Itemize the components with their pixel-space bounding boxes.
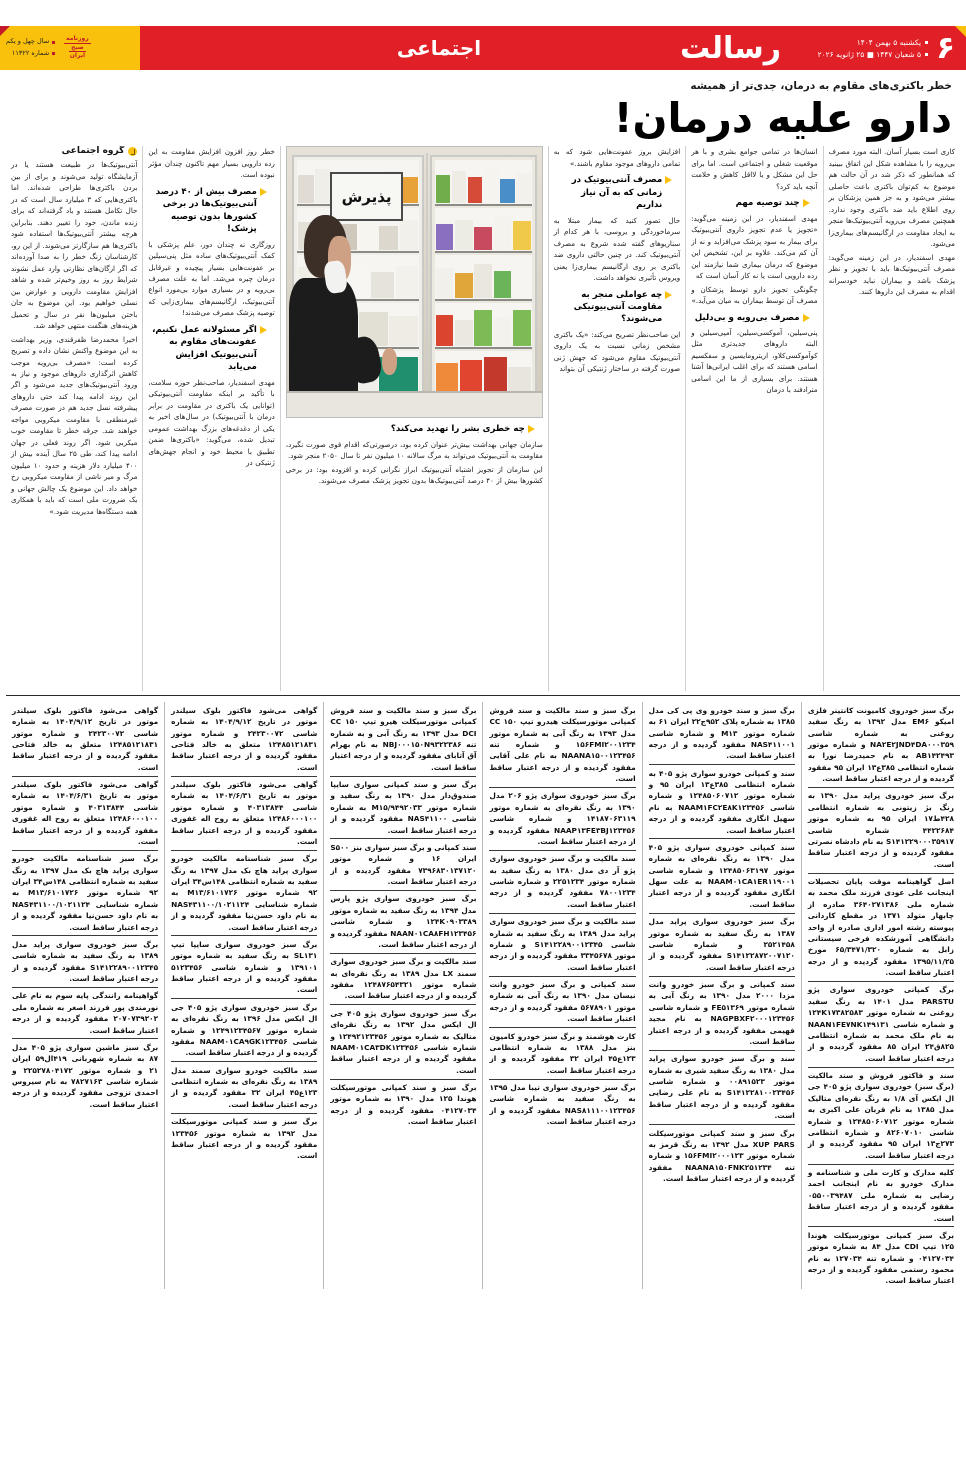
- triangle-bullet-icon: [803, 314, 818, 322]
- byline: [11, 146, 137, 156]
- subheading-text: اگر مسئولانه عمل نکنیم، عفونت‌های مقاوم به آنتی‌بیوتیک افزایش می‌یابد: [152, 324, 257, 373]
- paragraph: خطر روز افزون افزایش مقاومت به این رده دارویی بسیار مهم تاکنون چندان مؤثر نبوده است.: [148, 147, 275, 180]
- date-solar-row: [818, 38, 928, 47]
- ad-item: سند مالکیت و برگ سبز خودروی سواری پژو آر دی مدل ۱۳۸۰ به رنگ سفید به شماره موتور ۲۲۵۱۲۳۴ و شماره شاسی ۷۸۰۰۱۲۳۴ مفقود گردیده و از درجه اعتبار ساقط است.: [489, 851, 635, 914]
- paragraph: افزایش بروز عفونت‌هایی شود که به تمامی داروهای موجود مقاوم باشند.»: [553, 147, 681, 168]
- ad-item: برگ سبز خودروی سواری پژو ۲۰۶ مدل ۱۳۹۰ به رنگ نقره‌ای به شماره موتور ۱۴۱۸۷۰۶۳۱۱۹ و شماره شاسی NAAP۱۳FE۳BJ۱۲۳۴۵۶ مفقود گردیده و از درجه اعتبار ساقط است.: [489, 788, 635, 851]
- ad-item: کلیه مدارک و کارت ملی و شناسنامه و مدارک خودرو به نام اینجانب احمد رضایی به شماره ملی ۰۵۵۰۰۳۹۴۸۷ مفقود گردیده و از درجه اعتبار ساقط است.: [808, 1165, 954, 1228]
- ad-item: برگ سبز خودروی سواری پژو پارس مدل ۱۳۹۴ به رنگ سفید به شماره موتور ۱۲۴K۰۹۰۳۳۸۹ و شماره شاسی NAAN۰۱CA۸FH۱۲۳۴۵۶ مفقود گردیده و از درجه اعتبار ساقط است.: [330, 891, 476, 954]
- triangle-bullet-icon: [665, 291, 680, 299]
- ad-item: سند و کمپانی خودرو سواری پژو ۴۰۵ به شماره انتظامی ۳۸۵ع۱۳ ایران ۹۵ و شماره موتور ۱۲۴۸۵۰۶۰۷۱۲ و شماره شاسی NAAM۱FC۲E۸K۱۲۳۴۵۶ به نام سهیل انگاری مفقود گردیده و از درجه اعتبار ساقط است.: [649, 765, 795, 839]
- ad-item: برگ سبز و سند خودرو وی پی کی مدل ۱۳۸۵ به شماره پلاک ۹۵۲ج۲۲ ایران ۶۱ به شماره موتور M۱۳ و شماره شاسی NAS۴۱۱۰۰۱ مفقود گردیده و از درجه اعتبار ساقط است.: [649, 702, 795, 765]
- article-photo: [286, 146, 543, 418]
- masthead-red-bar: [140, 26, 791, 70]
- issue-number: شماره ۱۱۳۲۲: [11, 49, 50, 57]
- shelf-row: [435, 351, 532, 397]
- byline-badge-icon: [128, 147, 137, 156]
- ad-item: سند مالکیت و برگ سبز خودروی سواری سمند LX مدل ۱۳۸۹ به رنگ نقره‌ای به شماره موتور ۱۲۴۸۷۶۵۴۳۲۱ مفقود گردیده و از درجه اعتبار ساقط است.: [330, 954, 476, 1006]
- shelf-row: [435, 303, 532, 349]
- subheading-text: مصرف بیش از ۴۰ درصد آنتی‌بیوتیک‌ها در برخی کشورها بدون توصیه پزشک!: [155, 186, 257, 235]
- ad-item: برگ کمپانی خودروی سواری پژو PARSTU مدل ۱۴۰۱ به رنگ سفید روغنی به شماره موتور ۱۲۴K۱۷۳۸۲۵۸۳ و شماره شاسی NAAN۱FE۷NK۱۴۹۱۳۱ به نام ملک محمد به شماره انتظامی ۸۲۵ق۲۴ ایران ۸۵ مفقود گردیده و از درجه اعتبار ساقط است.: [808, 982, 954, 1068]
- subheading: [148, 186, 274, 236]
- article-body: [0, 146, 966, 691]
- subheading-text: چه خطری بشر را تهدید می‌کند؟: [390, 424, 525, 435]
- article-column-1: [6, 146, 142, 691]
- ad-item: برگ سبز خودروی سواری پراید مدل ۱۳۸۷ به رنگ سفید به شماره موتور ۲۵۲۱۴۵۸ و شماره شاسی S۱۴۱۲۲۸۷۲۰۰۷۱۲۰ مفقود گردیده و از درجه اعتبار ساقط است.: [649, 914, 795, 977]
- ad-item: گواهینامه رانندگی پایه سوم به نام علی نورمندی پور فرزند اصغر به شماره ملی ۲۰۷۰۷۳۹۲۰۲ مفقود گردیده و از درجه اعتبار ساقط است.: [12, 988, 158, 1040]
- year-label: سال چهل و یکم: [6, 37, 50, 46]
- ad-item: سند کمپانی و برگ سبز سواری بنز S۵۰۰ ایران ۱۶ و شماره موتور ۷۳۹۶۸۳۰۱۳۷۱۲۰ مفقود گردیده و از درجه اعتبار ساقط است.: [330, 839, 476, 891]
- pharmacy-shelf-right: [430, 155, 537, 401]
- bullet-square-icon: [925, 53, 928, 56]
- triangle-bullet-icon: [260, 188, 275, 196]
- paper-logo: رسالت: [679, 30, 781, 66]
- paragraph: پنی‌سیلین، آموکسی‌سیلین، آمپی‌سیلین و البته داروهای جدیدتری مثل کوآموکسی‌کلاو، اریترومایسین و سفکسیم اسامی هستند که برای اغلب ایرانی‌ها آشنا هستند. برای بسیاری از ما این اسامی مترادفند با درمان: [691, 327, 818, 395]
- paragraph: مهدی اسفندیار، در این زمینه می‌گوید: مصرف آنتی‌بیوتیک‌ها باید با تجویز و نظر پزشک باشد و بیماران نباید خودسرانه اقدام به مصرف این داروها کنند.: [828, 252, 955, 297]
- paragraph: روزگاری نه چندان دور، علم پزشکی با کمک آنتی‌بیوتیک‌های ساده مثل پنی‌سیلین بر عفونت‌هایی بسیار پیچیده و غیرقابل درمان چیره می‌شد. اما به علت مصرف بی‌رویه و در بسیاری موارد بی‌مورد انواع آنتی‌بیوتیک، ارگانیسم‌های بیماری‌زایی که توصیه پزشک مصرف می‌شدند!: [148, 239, 275, 318]
- paragraph: آنتی‌بیوتیک‌ها در طبیعت هستند یا در آزمایشگاه تولید می‌شوند و برای از بین بردن باکتری‌ها طراحی شده‌اند. اما باکتری‌هایی که ۳ میلیارد سال است که در حال تکامل هستند و یاد گرفته‌اند که برای زنده ماندن، خود را تغییر دهند. بنابراین هرچه بیشتر آنتی‌بیوتیک‌ها استفاده شود باکتری‌ها هم سازگارتر می‌شوند. از این رو، کارشناسان زنگ خطر را به صدا آورده‌اند که اگر ارگان‌های نظارتی وارد عمل نشوند شرایط روز به روز وخیم‌تر شده و شاهد افزایش مقاومت دارویی و عوارض بین نسلی خواهیم بود. این موضوع به جان باختن میلیون‌ها نفر در سال و تحمیل هزینه‌های هنگفت منتهی خواهد شد.: [10, 160, 138, 331]
- masthead-yellow-block: [0, 26, 140, 70]
- paragraph: این سازمان از تجویز اشتباه آنتی‌بیوتیک ابراز نگرانی کرده و افزوده بود: در برخی کشورها بیش از ۴۰ درصد آنتی‌بیوتیک‌ها بدون تجویز پزشک مصرف می‌شوند.: [285, 464, 543, 486]
- ad-column-1: [6, 702, 164, 1289]
- issue-meta: [6, 38, 60, 58]
- article-column-5: [685, 146, 822, 691]
- ad-item: برگ سبز شناسنامه مالکیت خودرو سواری پراید هاچ بک مدل ۱۳۹۷ به رنگ سفید به شماره انتظامی ۱۴۸س۳۴ ایران ۹۲ شماره موتور M۱۳/۶۱۰۱۷۲۶ به شماره شناسایی NAS۴۳۱۱۰۰/۱۰۲۱۱۲۴ به نام داود حسن‌نیا مفقود گردیده و از درجه اعتبار ساقط است.: [12, 851, 158, 937]
- ad-item: برگ سبز و سند کمپانی موتورسیکلت XUP PARS مدل ۱۳۹۲ به رنگ قرمز به شماره موتور ۱۵۶FMI۲۰۰۰۱۲۳ و شماره تنه NAANA۱۵۰FNK۲۵۱۲۳۴ مفقود گردیده و از درجه اعتبار ساقط است.: [648, 1128, 795, 1184]
- subheading-text: مصرف آنتی‌بیوتیک در زمانی که به آن نیاز نداریم: [571, 175, 663, 211]
- subheading-text: مصرف بی‌رویه و بی‌دلیل: [694, 312, 800, 323]
- ad-item: سند کمپانی و برگ سبز خودرو وانت مزدا ۲۰۰۰ مدل ۱۳۹۰ به رنگ آبی به شماره موتور FE۵۱۳۶۹ و شماره شاسی NAGPBXF۲۰۰۰۱۲۳۴۵۶ به نام مجید فهیمی مفقود گردیده و از درجه اعتبار ساقط است.: [649, 977, 795, 1051]
- triangle-bullet-icon: [260, 326, 275, 334]
- bullet-square-icon: [52, 52, 55, 55]
- pharmacy-counter: [287, 391, 542, 417]
- headline-kicker: خطر باکتری‌های مقاوم به درمان، جدی‌تر از همیشه: [690, 80, 952, 92]
- bullet-square-icon: [925, 41, 928, 44]
- article-column-2: [142, 146, 279, 691]
- masthead: [0, 26, 966, 70]
- subheading: [286, 423, 543, 435]
- shelf-row: [435, 208, 532, 254]
- headline-block: [0, 80, 966, 140]
- ad-item: سند و فاکتور فروش و سند مالکیت (برگ سبز) خودروی سواری پژو ۴۰۵ جی ال ایکس آی ۱/۸ به رنگ نقره‌ای متالیک مدل ۱۳۸۵ به نام قربان علی اکبری به شماره موتور ۱۲۴۸۵۰۶۰۷۱۲ و شماره شاسی ۸۲۶۰۷۰۱۰ و شماره انتظامی ۲۷۳ج۱۳ ایران ۹۵ مفقود گردیده و از درجه اعتبار ساقط است.: [808, 1068, 954, 1165]
- ad-item: برگ سبز خودروی سواری پراید مدل ۱۳۸۹ به رنگ سفید به شماره شاسی S۱۴۱۲۲۸۹۰۰۱۲۳۴۵ مفقود گردیده و از درجه اعتبار ساقط است.: [12, 936, 158, 988]
- subheading: [148, 324, 274, 374]
- paragraph: سازمان جهانی بهداشت بیش‌تر عنوان کرده بود، درصورتی‌که اقدام قوی صورت نگیرد، مقاومت به آنتی‌بیوتیک می‌تواند به مرگ سالانه ۱۰ میلیون نفر تا سال ۲۰۵۰ منجر شود.: [285, 439, 543, 461]
- ad-item: سند مالکیت و برگ سبز خودروی سواری پراید مدل ۱۳۸۹ به رنگ سفید به شماره شاسی S۱۴۱۲۲۸۹۰۰۱۲۳۴۵ و شماره موتور ۳۳۴۵۶۷۸ مفقود گردیده و از درجه اعتبار ساقط است.: [489, 914, 635, 977]
- byline-text: گروه اجتماعی: [61, 146, 125, 157]
- article-column-4: [548, 146, 685, 691]
- date-solar: یکشنبه ۵ بهمن ۱۴۰۴: [856, 37, 922, 47]
- ad-item: سند کمپانی خودروی سواری پژو ۴۰۵ مدل ۱۳۹۰ به رنگ نقره‌ای به شماره موتور ۱۲۴۸۵۰۶۳۱۹۷ و شماره شاسی NAAM۰۱CA۱ER۱۱۹۰۰۱ به علت سهل انگاری مفقود گردیده و از درجه اعتبار ساقط است.: [649, 839, 795, 913]
- ad-item: برگ سبز خودروی سواری پژو ۴۰۵ جی ال ایکس مدل ۱۳۹۲ به رنگ نقره‌ای متالیک به شماره موتور ۱۲۴۹۲۱۲۳۴۵۶ و شماره شاسی NAAM۰۱CA۳DK۱۲۳۴۵۶ مفقود گردیده و از درجه اعتبار ساقط است.: [330, 1005, 476, 1079]
- ad-column-3: [323, 702, 482, 1289]
- paragraph: مهدی اسفندیار، در این زمینه می‌گوید: «تجویز یا عدم تجویز داروی آنتی‌بیوتیک برای بیمار به سود پزشک می‌افزاید و نه از آن کم می‌کند. علاوه بر این، تشخیص این موضوع که درمان بیماری شما نیازمند این رده دارویی است یا نه کار آسان است که: [691, 213, 818, 281]
- subheading-text: چند توصیه مهم: [735, 198, 800, 209]
- ad-item: گواهی می‌شود فاکتور بلوک سیلندر موتور در تاریخ ۱۴۰۴/۹/۱۲ به شماره شاسی ۲۴۲۳۰۰۷۲ و شماره موتور ۱۲۴۸۵۱۲۱۸۳۱ متعلق به خالد فتاحی مفقود گردیده و از درجه اعتبار ساقط است.: [12, 702, 158, 776]
- article-columns: [6, 146, 960, 691]
- figure-hand: [382, 348, 397, 375]
- ad-item: برگ سبز خودروی سواری پژو ۴۰۵ جی ال ایکس مدل ۱۳۹۶ به رنگ نقره‌ای به شماره موتور ۱۲۴۹۱۲۳۴۵۶۷ و شماره شاسی NAAM۰۱CA۹GK۱۲۳۴۵۶ مفقود گردیده و از درجه اعتبار ساقط است.: [171, 999, 317, 1062]
- ad-column-6: [801, 702, 960, 1289]
- ad-item: برگ سبز خودروی کامیونت کانتینر فلزی امیکو EM۶ مدل ۱۳۹۲ به رنگ سفید روغنی به شماره شاسی NA۲E۲JND۴DA۰۰۰۳۵۹ و شماره موتور AB۱۴۲۴۹۳ به نام حمیدرضا نورا به شماره انتظامی ۳۸۵ع۱۳ ایران ۹۵ مفقود گردیده و از درجه اعتبار ساقط است.: [808, 702, 954, 788]
- cabinet-divider: [426, 153, 429, 401]
- newspaper-page: [0, 26, 966, 1466]
- ad-item: برگ سبز شناسنامه مالکیت خودرو سواری پراید هاچ بک مدل ۱۳۹۷ به رنگ سفید به شماره انتظامی ۱۴۸س۳۴ ایران ۹۲ شماره موتور M۱۳/۶۱۰۱۷۲۶ به شماره شناسایی NAS۴۳۱۱۰۰/۱۰۲۱۱۲۴ به نام داود حسن‌نیا مفقود گردیده و از درجه اعتبار ساقط است.: [171, 851, 317, 937]
- date-lunar-row: [818, 50, 928, 59]
- ad-item: برگ سبز کمپانی موتورسیکلت هوندا ۱۲۵ تیپ CDI مدل ۸۴ به شماره موتور ۰۴۱۲۷۰۳۴ و شماره تنه ۱۲۷۰۳۴ به نام محمود رستمی مفقود گردیده و از درجه اعتبار ساقط است.: [807, 1230, 954, 1286]
- ad-item: گواهی می‌شود فاکتور بلوک سیلندر موتور به تاریخ ۱۴۰۴/۶/۳۱ به شماره شاسی ۴۰۳۱۳۸۴۴ و شماره موتور ۱۲۴۸۶۰۰۰۱۰۰ متعلق به روح اله غفوری مفقود گردیده و از درجه اعتبار ساقط است.: [12, 777, 158, 851]
- ad-item: سند کمپانی و برگ سبز خودرو وانت نیسان مدل ۱۳۹۰ به رنگ آبی به شماره موتور ۵۶۷۸۹۰۱ مفقود گردیده و از درجه اعتبار ساقط است.: [489, 977, 635, 1029]
- ad-column-5: [642, 702, 801, 1289]
- ad-item: سند و برگ سبز خودرو سواری پراید مدل ۱۳۸۰ به رنگ سفید شیری به شماره موتور ۰۰۸۹۱۵۲۳ و شماره شاسی S۱۴۱۲۲۸۱۰۰۲۳۴۵۶ به نام علی رضایی مفقود گردیده و از درجه اعتبار ساقط است.: [649, 1051, 795, 1125]
- reception-sign-text: پذیرش: [341, 187, 392, 206]
- paragraph: مهدی اسفندیار، صاحب‌نظر حوزه سلامت، با تأکید بر اینکه مقاومت آنتی‌بیوتیکی (توانایی یک باکتری در مقاومت در برابر درمان با آنتی‌بیوتیک) در سال‌های اخیر به یکی از دغدغه‌های بزرگ بهداشت عمومی تبدیل شده، می‌گوید: «باکتری‌ها ضمن تطبیق با محیط خود و انجام جهش‌های ژنتیکی در: [148, 377, 275, 468]
- dateline-block: [818, 38, 928, 59]
- page-number-block: [791, 26, 966, 70]
- article-column-6: [823, 146, 960, 691]
- triangle-bullet-icon: [665, 176, 680, 184]
- ad-item: برگ سبز خودروی سواری تیبا مدل ۱۳۹۵ به رنگ سفید به شماره شاسی NAS۸۱۱۱۰۰۱۲۳۴۵۶ مفقود گردیده و از درجه اعتبار ساقط است.: [489, 1083, 636, 1127]
- brand-line-3: ایران: [69, 52, 86, 60]
- page-number: ۶: [936, 29, 955, 66]
- ad-item: برگ سبز و سند کمپانی موتورسیکلت هوندا ۱۲۵ مدل ۱۳۹۰ به شماره موتور ۰۴۱۲۷۰۳۴ مفقود گردیده و از درجه اعتبار ساقط است.: [330, 1083, 477, 1127]
- date-lunar-gregorian: ۵ شعبان ۱۴۴۷ ■ ۲۵ ژانویه ۲۰۲۶: [817, 49, 922, 59]
- issue-row: [6, 50, 55, 58]
- headline-title: دارو علیه درمان!: [613, 94, 952, 142]
- triangle-bullet-icon: [528, 425, 543, 433]
- paragraph: انسان‌ها در تمامی جوامع بشری و با هر موقعیت شغلی و اجتماعی است. اما برای حل این مشکل و یا لااقل کاهش و خلامت آنچه باید کرد؟: [691, 147, 818, 191]
- ad-column-2: [164, 702, 323, 1289]
- shelf-row: [435, 255, 532, 301]
- ad-item: برگ سبز و سند کمپانی موتورسیکلت مدل ۱۳۹۲ به شماره موتور ۱۲۳۴۵۶ مفقود گردیده و از درجه اعتبار ساقط است.: [171, 1117, 318, 1161]
- ad-item: برگ سبز و سند کمپانی سواری سایپا صندوق‌دار مدل ۱۳۹۰ به رنگ سفید و شماره موتور ۹۴۹۲۰۳۳/M۱۵ به شماره شاسی NAS۴۱۱۰۰ مفقود گردیده و از درجه اعتبار ساقط است.: [330, 777, 476, 840]
- paragraph: حال تصور کنید که بیمار مبتلا به سرماخوردگی و یروسی، با هر کدام از سناریوهای گفته شده شروع به مصرف آنتی‌بیوتیک کند. در چنین حالتی داروی ضد باکتری بر روی ارگانیسم بیماری‌زا یعنی ویروس تأثیری نخواهد داشت.: [553, 215, 681, 283]
- paragraph: این صاحب‌نظر تصریح می‌کند: «یک باکتری مشخص زمانی نسبت به یک داروی آنتی‌بیوتیک مقاوم می‌شود که جهش ژنی صورت گرفته در ساختار ژنتیکی آن بتواند: [553, 329, 681, 374]
- ad-item: اصل گواهینامه موقت پایان تحصیلات اینجانب علی عودی فرزند ملک محمد به شماره ملی ۳۶۴۰۲۷۱۳۸۶ صادره از چابهار متولد ۱۳۷۱ در مقطع کاردانی پیوسته رشته امور اداری صادره از واحد دانشگاهی آموزشکده فرخی سیستانی زابل به شماره ۶۵/۳۴۷۱/۳۲۰ مورخ ۱۳۹۵/۱۱/۲۵ مفقود گردیده و از درجه اعتبار ساقط است.: [808, 874, 954, 982]
- brand-line-2: صبح: [71, 43, 84, 51]
- subheading: [691, 312, 817, 324]
- year-row: [6, 38, 55, 46]
- ad-item: برگ سبز خودروی سواری سایپا تیپ SL۱۳۱ به رنگ سفید به شماره موتور ۱۳۹۱۰۱ و شماره شاسی ۵۱۲۳۴۵۶ مفقود گردیده و از درجه اعتبار ساقط است.: [171, 936, 317, 999]
- classified-columns: [6, 702, 960, 1289]
- ad-item: برگ سبز خودروی پراید مدل ۱۳۹۰ به رنگ بژ زیتونی به شماره انتظامی ۴۲۸ط۱۷ ایران ۹۵ به شماره موتور ۴۴۲۲۶۸۴ شماره شاسی S۱۴۱۲۲۹۰۰۰۳۵۹۱۷ به نام دادشاه نصرتی مفقود گردیده و از درجه اعتبار ساقط است.: [808, 788, 954, 874]
- brand-stamp: [60, 36, 95, 61]
- triangle-bullet-icon: [803, 199, 818, 207]
- brand-line-1: روزنامه: [66, 34, 89, 42]
- subheading-text: چه عواملی منجر به مقاومت آنتی‌بیوتیکی می‌شوند؟: [573, 289, 663, 325]
- shelf-row: [435, 160, 532, 206]
- subheading: [554, 289, 680, 326]
- ad-item: گواهی می‌شود فاکتور بلوک سیلندر موتور به تاریخ ۱۴۰۴/۶/۳۱ به شماره شاسی ۴۰۳۱۳۸۴۴ و شماره موتور ۱۲۴۸۶۰۰۰۱۰۰ متعلق به روح اله غفوری مفقود گردیده و از درجه اعتبار ساقط است.: [171, 777, 317, 851]
- section-title: اجتماعی: [396, 36, 482, 60]
- ad-item: گواهی می‌شود فاکتور بلوک سیلندر موتور در تاریخ ۱۴۰۴/۹/۱۲ به شماره شاسی ۲۴۲۳۰۰۷۲ و شماره موتور ۱۲۴۸۵۱۲۱۸۳۱ متعلق به خالد فتاحی مفقود گردیده و از درجه اعتبار ساقط است.: [171, 702, 317, 776]
- classified-ads-section: [0, 696, 966, 1289]
- paragraph: چگونگی تجویز دارو توسط پزشکان و مصرف آن توسط بیماران به میان می‌آید.»: [691, 284, 818, 306]
- ad-item: کارت هوشمند و برگ سبز خودرو کامیون بنز مدل ۱۳۸۸ به شماره انتظامی ۱۲۳ع۴۵ ایران ۳۲ مفقود گردیده و از درجه اعتبار ساقط است.: [489, 1028, 635, 1080]
- ad-item: برگ سبز ماشین سواری پژو ۴۰۵ مدل ۸۷ به شماره شهربانی ۴۱۹ال۵۹ ایران ۲۱ و شماره موتور ۲۲۵۲۷۸۰۴۱۷۲ و شماره شاسی ۷۸۲۷۱۶۳ به نام سیروس احمدی تزوجی مفقود گردیده و از درجه اعتبار ساقط است.: [11, 1042, 159, 1109]
- article-photo-wrap: [286, 146, 543, 418]
- subheading: [554, 174, 680, 211]
- ad-item: برگ سبز و سند مالکیت و سند فروش کمپانی موتورسیکلت هیدرو تیپ CC ۱۵۰ مدل ۱۳۹۳ به رنگ آبی به شماره موتور ۱۵۶FMI۲۰۰۱۲۳۴ و شماره تنه NAANA۱۵۰۰۱۲۳۴۵۶ به نام علی آقایی مفقود گردیده و از درجه اعتبار ساقط است.: [489, 702, 635, 788]
- ad-item: سند مالکیت خودرو سواری سمند مدل ۱۳۸۹ به رنگ نقره‌ای به شماره انتظامی ۱۲۳ع۴۵ ایران ۳۲ مفقود گردیده و از درجه اعتبار ساقط است.: [171, 1062, 317, 1114]
- paragraph: کاری است بسیار آسان. البته مورد مصرف بی‌رویه را با مشاهده شکل این اتفاق ببینید که همانطور که ذکر شد در آن حالت هم موضوع به کم‌توان باکتری باعث حاصلی بیشتر می‌شود و به جز همین پزشکان بر روی اطلاع باید ضد باکتری وجود ندارد. همچنین مصرف بی‌رویه آنتی‌بیوتیک‌ها منجر به ایجاد مقاومت در ارگانیسم‌های بیماری‌زا می‌شود.: [828, 147, 955, 249]
- article-column-3-photo: [280, 146, 548, 691]
- ad-column-4: [482, 702, 641, 1289]
- ad-item: برگ سبز و سند مالکیت و سند فروش کمپانی موتورسیکلت هیرو تیپ CC ۱۵۰ DCI مدل ۱۳۹۳ به رنگ آبی و به شماره تنه NBJ۰۰۰۱۵۰N۹۳۲۲۳۸۶ به نام بهرام آق آتابای مفقود گردیده و از درجه اعتبار ساقط است.: [330, 702, 476, 776]
- subheading: [691, 197, 817, 209]
- customer-figure: [289, 207, 358, 418]
- bullet-square-icon: [52, 41, 55, 44]
- paragraph: اخیرا محمدرضا ظفرقندی، وزیر بهداشت به این موضوع واکنش نشان داده و تصریح کرده است: «مصرف بی‌رویه موجب کاهش اثرگذاری داروهای موجود و نیاز به ورود آنتی‌بیوتیک‌های جدید می‌شود و اگر این روند ادامه پیدا کند حتی داروهای پیشرفته نسل جدید هم در صورت مصرف غیرمنطقی با مقاومت میکروبی مواجه خواهند شد. جرقه خطر تا مقاومت خوب میکربی شود. اگر روند فعلی در جهان ادامه پیدا کند، طی ۲۵ سال آینده بیش از ۴۰۰ میلیارد دلار هزینه و حدود ۱۰ میلیون مرگ و میر ناشی از مقاومت میکروبی رخ خواهد داد. این موضوع یک چالش جهانی و یک ضرورت ملی است که باید با همکاری همه دستگاه‌ها مدیریت شود.»: [10, 334, 138, 516]
